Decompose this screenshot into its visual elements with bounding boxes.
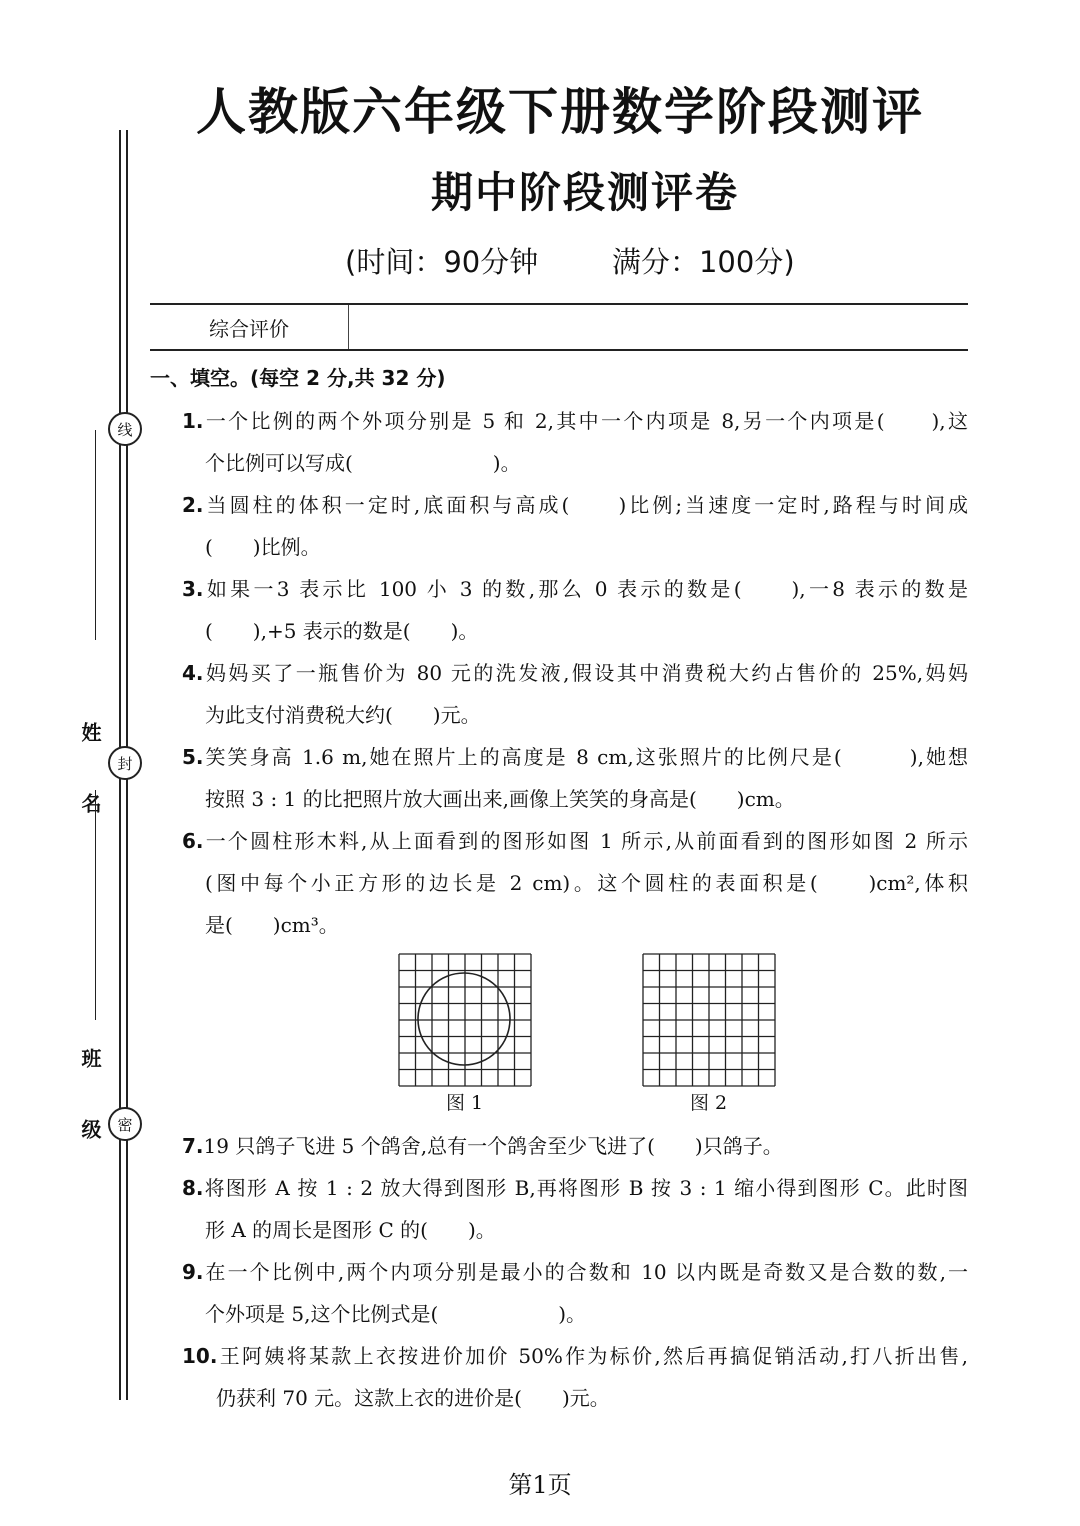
question-7: [182, 1130, 783, 1159]
question-10-line-2: 仍获利 70 元。这款上衣的进价是( )元。: [216, 1386, 610, 1410]
question-text: 一个比例的两个外项分别是 5 和 2,其中一个内项是 8,另一个内项是( ),这: [203, 409, 968, 433]
page-subtitle: 期中阶段测评卷: [430, 168, 739, 217]
question-4-line-2: 为此支付消费税大约( )元。: [205, 703, 481, 727]
grid-lines: [643, 954, 775, 1086]
section-title: 一、填空。(每空 2 分,共 32 分): [150, 366, 446, 390]
page-title: 人教版六年级下册数学阶段测评: [196, 83, 924, 141]
question-number: 7.: [182, 1134, 204, 1158]
evaluation-row: [150, 303, 968, 351]
question-2: [182, 489, 968, 518]
question-8-line-2: 形 A 的周长是图形 C 的( )。: [205, 1218, 496, 1242]
question-number: 5.: [182, 745, 204, 769]
question-number: 10.: [182, 1344, 218, 1368]
question-6-line-2: (图中每个小正方形的边长是 2 cm)。这个圆柱的表面积是( )cm²,体积: [205, 871, 968, 895]
question-number: 1.: [182, 409, 204, 433]
question-text: 当圆柱的体积一定时,底面积与高成( )比例;当速度一定时,路程与时间成: [203, 493, 968, 517]
class-label: 班 级: [78, 1048, 102, 1161]
figure-2-caption: 图 2: [690, 1092, 728, 1114]
seal-xian: 线: [108, 412, 142, 446]
question-text: 在一个比例中,两个内项分别是最小的合数和 10 以内既是奇数又是合数的数,一: [203, 1260, 968, 1284]
seal-feng: 封: [108, 746, 142, 780]
binding-margin: [0, 0, 150, 1526]
question-text: 妈妈买了一瓶售价为 80 元的洗发液,假设其中消费税大约占售价的 25%,妈妈: [203, 661, 968, 685]
name-blank-line[interactable]: [95, 790, 96, 1020]
question-number: 6.: [182, 829, 204, 853]
question-text: 王阿姨将某款上衣按进价加价 50%作为标价,然后再搞促销活动,打八折出售,: [217, 1344, 968, 1368]
question-number: 9.: [182, 1260, 204, 1284]
figure-1-caption: 图 1: [446, 1092, 484, 1114]
seal-mi: 密: [108, 1107, 142, 1141]
question-1: [182, 405, 968, 434]
question-5-line-2: 按照 3 : 1 的比把照片放大画出来,画像上笑笑的身高是( )cm。: [205, 787, 795, 811]
question-9: [182, 1256, 968, 1285]
question-2-line-2: ( )比例。: [205, 535, 321, 559]
question-9-line-2: 个外项是 5,这个比例式是( )。: [205, 1302, 587, 1326]
question-text: 19 只鸽子飞进 5 个鸽舍,总有一个鸽舍至少飞进了( )只鸽子。: [203, 1134, 783, 1158]
question-text: 笑笑身高 1.6 m,她在照片上的高度是 8 cm,这张照片的比例尺是( ),她想: [203, 745, 968, 769]
question-10: [182, 1340, 968, 1369]
question-text: 将图形 A 按 1 : 2 放大得到图形 B,再将图形 B 按 3 : 1 缩小得到图形 C。此时图: [203, 1176, 968, 1200]
question-1-line-2: 个比例可以写成( )。: [205, 451, 521, 475]
question-number: 2.: [182, 493, 204, 517]
question-4: [182, 657, 968, 686]
question-6-line-3: 是( )cm³。: [205, 913, 339, 937]
name-blank-line-top: [95, 430, 96, 640]
evaluation-field[interactable]: [349, 305, 968, 349]
question-number: 3.: [182, 577, 204, 601]
question-3: [182, 573, 968, 602]
question-text: 一个圆柱形木料,从上面看到的图形如图 1 所示,从前面看到的图形如图 2 所示: [203, 829, 968, 853]
figure-2-grid: [642, 953, 776, 1087]
question-3-line-2: ( ),+5 表示的数是( )。: [205, 619, 479, 643]
question-6: [182, 825, 968, 854]
question-8: [182, 1172, 968, 1201]
evaluation-label: 综合评价: [150, 305, 349, 349]
figure-1-grid: [398, 953, 532, 1087]
question-number: 4.: [182, 661, 204, 685]
question-text: 如果一3 表示比 100 小 3 的数,那么 0 表示的数是( ),一8 表示的数是: [203, 577, 968, 601]
question-number: 8.: [182, 1176, 204, 1200]
name-label: 姓 名: [78, 722, 102, 835]
time-and-score: (时间：90分钟 满分：100分): [345, 245, 795, 279]
page-number: 第1页: [508, 1471, 572, 1499]
question-5: [182, 741, 968, 770]
